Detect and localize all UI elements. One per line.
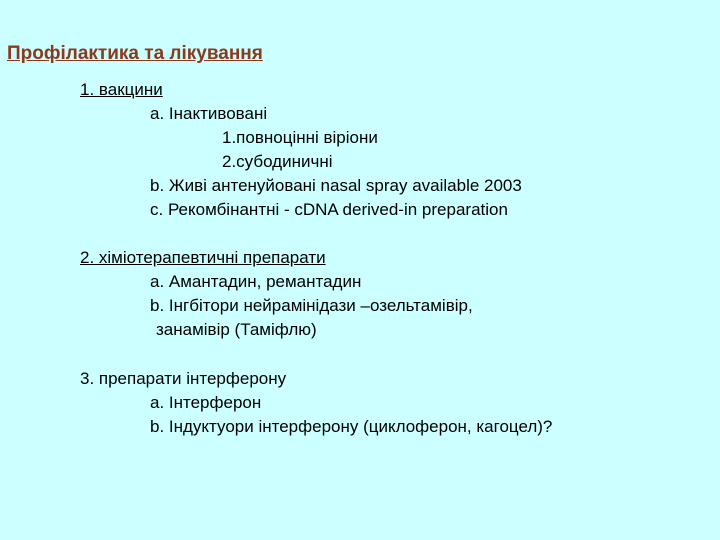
section-2-heading: 2. хіміотерапевтичні препарати: [80, 248, 326, 267]
section-2-item-a: a. Амантадин, ремантадин: [150, 272, 362, 291]
section-3-item-a: a. Інтерферон: [150, 393, 262, 412]
section-1-heading: 1. вакцини: [80, 80, 163, 99]
section-3-item-b: b. Індуктуори інтерферону (циклоферон, кагоцел)?: [150, 417, 553, 436]
section-1-item-a: a. Інактивовані: [150, 104, 268, 123]
slide-title: Профілактика та лікування: [7, 43, 263, 64]
section-2-item-b-continuation: занамівір (Таміфлю): [156, 320, 317, 339]
section-1-item-b: b. Живі антенуйовані nasal spray available 2003: [150, 176, 522, 195]
section-1-item-c: c. Рекомбінантні - cDNA derived-in preparation: [150, 200, 508, 219]
section-3-heading: 3. препарати інтерферону: [80, 369, 287, 388]
section-1-item-a1: 1.повноцінні віріони: [222, 128, 378, 147]
section-1-item-a2: 2.субодиничні: [222, 152, 333, 171]
section-2-item-b: b. Інгбітори нейрамінідази –озельтамівір,: [150, 296, 473, 315]
